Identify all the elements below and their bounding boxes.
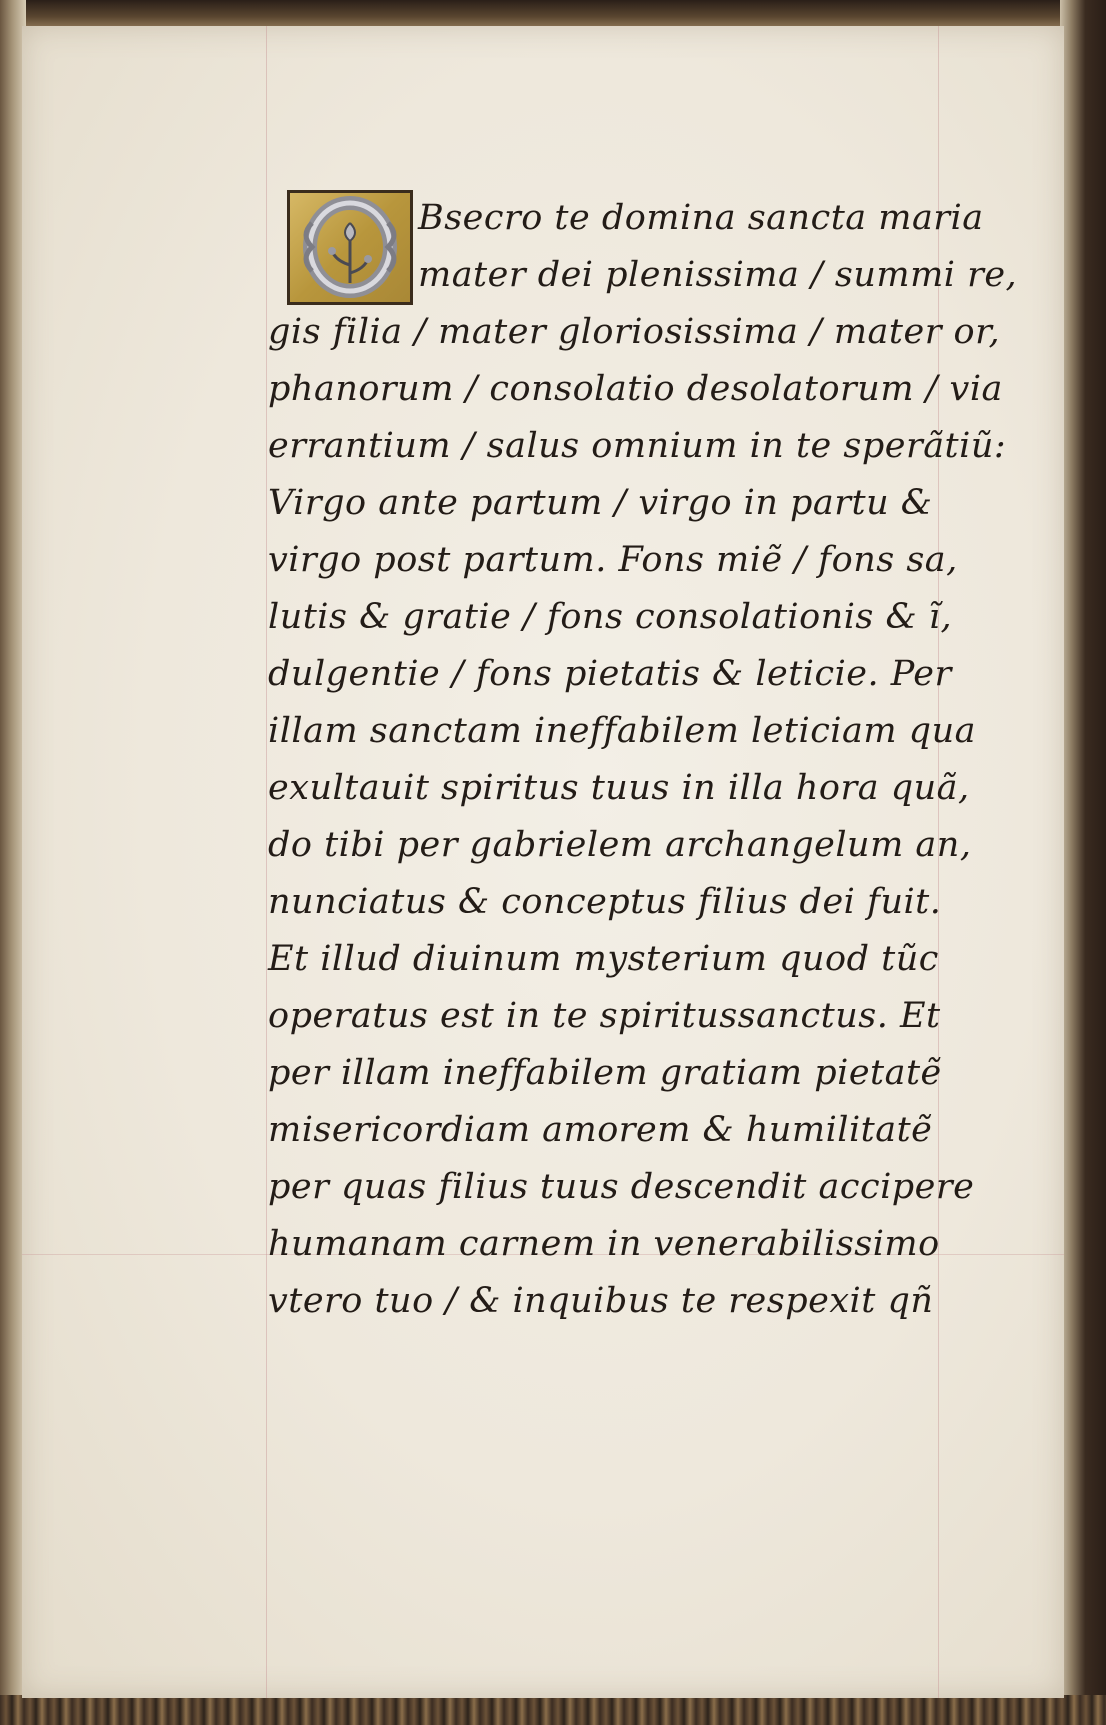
- text-line: vtero tuo / & inquibus te respexit qñ: [268, 1281, 934, 1321]
- text-line: do tibi per gabrielem archangelum an,: [268, 825, 972, 865]
- book-bottom-edge: [0, 1695, 1106, 1725]
- ruling-line-left: [266, 26, 267, 1698]
- text-line: misericordiam amorem & humilitatẽ: [268, 1110, 933, 1150]
- text-line: exultauit spiritus tuus in illa hora quã,: [268, 768, 970, 808]
- text-line: nunciatus & conceptus filius dei fuit.: [268, 882, 942, 922]
- text-line: errantium / salus omnium in te sperãtiũ:: [268, 426, 1007, 466]
- book-top-edge: [0, 0, 1106, 28]
- initial-o-icon: [290, 193, 410, 302]
- text-line: Bsecro te domina sancta maria: [418, 198, 984, 238]
- text-line: per illam ineffabilem gratiam pietatẽ: [268, 1053, 942, 1093]
- text-line: dulgentie / fons pietatis & leticie. Per: [268, 654, 952, 694]
- text-line: phanorum / consolatio desolatorum / via: [268, 369, 1003, 409]
- text-line: operatus est in te spiritussanctus. Et: [268, 996, 941, 1036]
- text-line: Et illud diuinum mysterium quod tũc: [268, 939, 939, 979]
- text-line: lutis & gratie / fons consolationis & ĩ,: [268, 597, 953, 637]
- text-line: Virgo ante partum / virgo in partu &: [268, 483, 933, 523]
- manuscript-text: [268, 190, 1078, 1330]
- text-line: virgo post partum. Fons miẽ / fons sa,: [268, 540, 958, 580]
- text-line: per quas filius tuus descendit accipere: [268, 1167, 975, 1207]
- text-line: illam sanctam ineffabilem leticiam qua: [268, 711, 976, 751]
- text-line: humanam carnem in venerabilissimo: [268, 1224, 940, 1264]
- illuminated-initial: [287, 190, 413, 305]
- text-line: mater dei plenissima / summi re,: [418, 255, 1018, 295]
- text-line: gis filia / mater gloriosissima / mater or,: [268, 312, 1001, 352]
